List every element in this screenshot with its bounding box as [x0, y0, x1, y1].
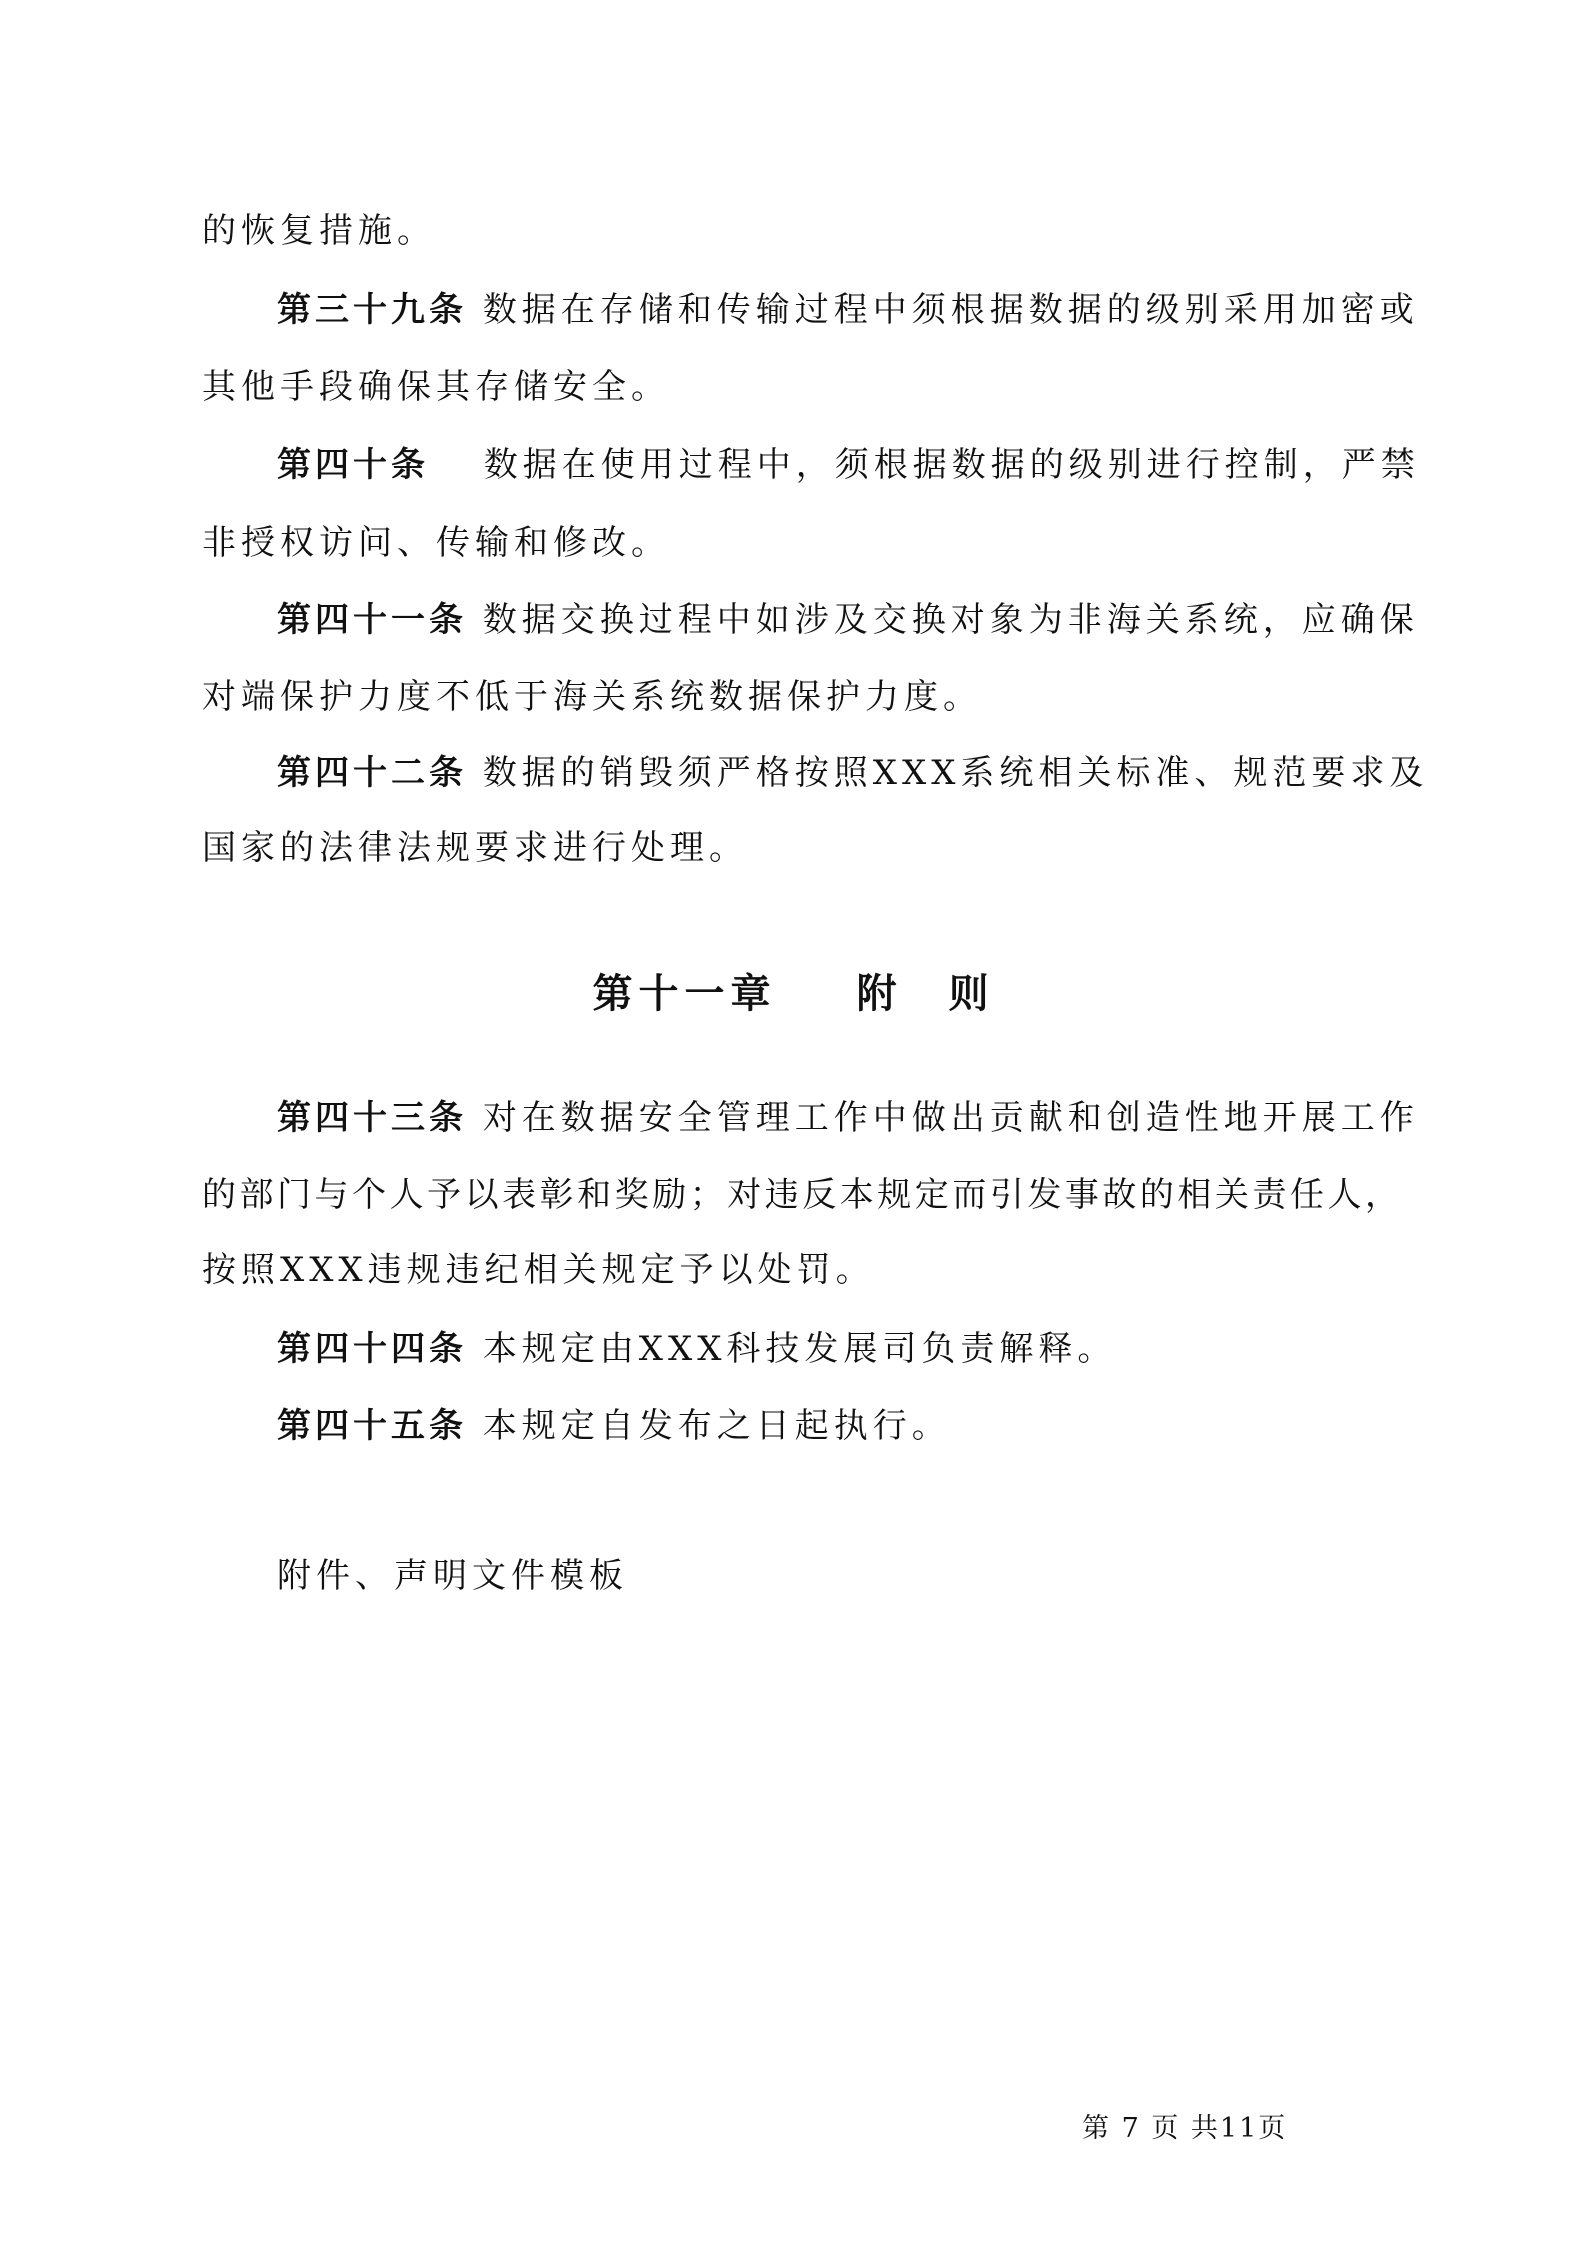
chapter-number: 第十一章 — [592, 970, 777, 1017]
article-text: 数据的销毁须严格按照XXX系统相关标准、规范要求及 — [482, 753, 1429, 793]
article-label: 第四十一条 — [277, 600, 467, 640]
article-label: 第四十五条 — [277, 1406, 467, 1446]
article-42 — [277, 753, 1429, 793]
text-line: 的恢复措施。 — [202, 211, 436, 251]
article-45 — [277, 1406, 1400, 1446]
article-text: 数据交换过程中如涉及交换对象为非海关系统，应确保 — [482, 600, 1419, 640]
article-text: 数据在使用过程中，须根据数据的级别进行控制，严禁 — [483, 445, 1420, 485]
text-line: 对端保护力度不低于海关系统数据保护力度。 — [202, 677, 982, 717]
article-label: 第三十九条 — [277, 290, 467, 330]
article-text: 对在数据安全管理工作中做出贡献和创造性地开展工作 — [482, 1098, 1419, 1138]
text-line: 的部门与个人予以表彰和奖励；对违反本规定而引发事故的相关责任人， — [202, 1175, 1400, 1215]
attachment-note: 附件、声明文件模板 — [277, 1556, 628, 1596]
chapter-heading — [0, 962, 1587, 1019]
article-text: 本规定自发布之日起执行。 — [482, 1406, 951, 1446]
chapter-title: 附 则 — [856, 970, 995, 1017]
article-40 — [277, 445, 1420, 485]
article-text: 本规定由XXX科技发展司负责解释。 — [482, 1329, 1117, 1369]
text-line: 非授权访问、传输和修改。 — [202, 523, 670, 563]
article-41 — [277, 600, 1419, 640]
text-line: 其他手段确保其存储安全。 — [202, 367, 670, 407]
article-43 — [277, 1098, 1419, 1138]
text-line: 按照XXX违规违纪相关规定予以处罚。 — [202, 1250, 875, 1290]
article-label: 第四十二条 — [277, 753, 467, 793]
article-text: 数据在存储和传输过程中须根据数据的级别采用加密或 — [482, 290, 1419, 330]
article-44 — [277, 1329, 1400, 1369]
article-label: 第四十三条 — [277, 1098, 467, 1138]
article-label: 第四十四条 — [277, 1329, 467, 1369]
page-number: 第 7 页 共11页 — [1082, 2113, 1288, 2144]
article-label: 第四十条 — [277, 445, 429, 485]
article-39 — [277, 290, 1419, 330]
text-line: 国家的法律法规要求进行处理。 — [202, 828, 748, 868]
